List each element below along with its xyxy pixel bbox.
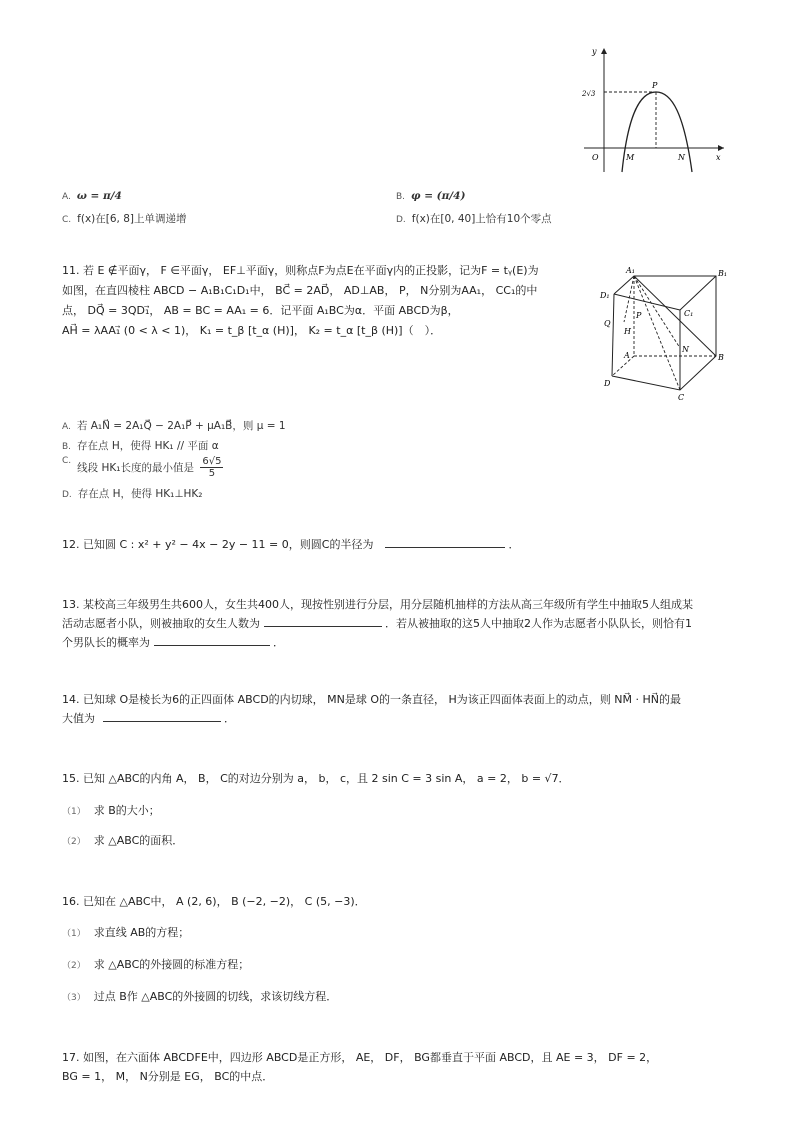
q12-text: 12. 已知圆 C : x² + y² − 4x − 2y − 11 = 0，则圆C的半径为 bbox=[62, 538, 374, 551]
q14-answer-blank[interactable] bbox=[103, 721, 221, 722]
q16-sub-3-label: （3） bbox=[62, 993, 86, 1003]
q11-option-c-denominator: 5 bbox=[208, 468, 216, 479]
q10-option-a-text: ω = π/4 bbox=[76, 190, 122, 202]
graph-point-m: M bbox=[626, 153, 635, 162]
q16-sub-1-text: 求直线 AB的方程； bbox=[93, 926, 190, 939]
q16-line-1: 16. 已知在 △ABC中， A (2, 6)， B (−2, −2)， C (5, −3)． bbox=[62, 895, 366, 908]
q10-option-c[interactable] bbox=[62, 211, 187, 226]
graph-origin-label: O bbox=[592, 153, 599, 162]
prism-label-n: N bbox=[682, 345, 689, 354]
q11-option-c-numerator: 6√5 bbox=[202, 456, 222, 467]
q11-option-c-text: 线段 HK₁长度的最小值是 bbox=[77, 462, 194, 474]
q16-sub-3-text: 过点 B作 △ABC的外接圆的切线，求该切线方程． bbox=[93, 990, 338, 1003]
q13-line-3 bbox=[62, 634, 284, 652]
q11-option-a-label: A. bbox=[62, 422, 71, 432]
q17-line-2: BG = 1， M， N分别是 EG， BC的中点． bbox=[62, 1070, 274, 1083]
prism-label-b: B bbox=[718, 353, 724, 362]
q16-sub-2-text: 求 △ABC的外接圆的标准方程； bbox=[93, 958, 250, 971]
q10-option-a-label: A. bbox=[62, 192, 71, 202]
q15-sub-2 bbox=[62, 832, 183, 851]
q11-option-a[interactable] bbox=[62, 418, 286, 433]
q16-sub-1-label: （1） bbox=[62, 929, 86, 939]
q11-line-2: 如图，在直四棱柱 ABCD − A₁B₁C₁D₁中， BC⃗ = 2AD⃗， AD⊥AB， P， N分别为AA₁， CC₁的中 bbox=[62, 284, 538, 297]
graph-y-label: y bbox=[592, 47, 597, 56]
graph-point-p: P bbox=[652, 81, 658, 90]
prism-label-q: Q bbox=[604, 319, 611, 328]
q15-line-1: 15. 已知 △ABC的内角 A， B， C的对边分别为 a， b， c，且 2 sin C = 3 sin A， a = 2， b = √7． bbox=[62, 772, 570, 785]
q11-line-3: 点， DQ⃗ = 3QD₁⃗， AB = BC = AA₁ = 6．记平面 A₁BC为α．平面 ABCD为β， bbox=[62, 304, 459, 317]
q13-answer-blank-1[interactable] bbox=[264, 626, 382, 627]
q11-option-d-label: D. bbox=[62, 490, 72, 500]
q10-option-b[interactable] bbox=[396, 190, 465, 202]
q13-line-2a: 活动志愿者小队，则被抽取的女生人数为 bbox=[62, 617, 260, 630]
q15-sub-2-text: 求 △ABC的面积． bbox=[93, 834, 184, 847]
q14-line-1: 14. 已知球 O是棱长为6的正四面体 ABCD的内切球， MN是球 O的一条直径， H为该正四面体表面上的动点，则 NM⃗ · HN⃗的最 bbox=[62, 693, 682, 706]
q16-sub-3 bbox=[62, 988, 337, 1007]
q10-option-a[interactable] bbox=[62, 190, 122, 202]
q12 bbox=[62, 536, 519, 554]
q11-option-c[interactable] bbox=[62, 456, 223, 479]
prism-label-d: D bbox=[604, 379, 611, 388]
q11-option-d[interactable] bbox=[62, 486, 203, 501]
q10-option-b-text: φ = (π/4) bbox=[411, 190, 466, 202]
q16-sub-2 bbox=[62, 956, 249, 975]
q10-option-d[interactable] bbox=[396, 211, 552, 226]
q11-option-c-label: C. bbox=[62, 456, 72, 466]
q13-line-1: 13. 某校高三年级男生共600人，女生共400人，现按性别进行分层，用分层随机抽样的方法从高三年级所有学生中抽取5人组成某 bbox=[62, 598, 693, 611]
q15-sub-2-label: （2） bbox=[62, 837, 86, 847]
q13-answer-blank-2[interactable] bbox=[154, 645, 270, 646]
function-graph bbox=[578, 44, 728, 176]
prism-label-c1: C₁ bbox=[684, 309, 694, 318]
graph-y-value: 2√3 bbox=[582, 90, 596, 98]
q14-line-2b: ． bbox=[224, 712, 235, 725]
q11-line-1: 11. 若 E ∉平面γ， F ∈平面γ， EF⊥平面γ，则称点F为点E在平面γ内的正投影，记为F = tᵧ(E)为 bbox=[62, 264, 539, 277]
q16-sub-2-label: （2） bbox=[62, 961, 86, 971]
graph-x-label: x bbox=[716, 153, 721, 162]
q15-sub-1-label: （1） bbox=[62, 807, 86, 817]
q14-line-2a: 大值为 bbox=[62, 712, 95, 725]
q14-line-2 bbox=[62, 710, 235, 728]
q11-option-c-fraction bbox=[200, 456, 223, 479]
q12-end: ． bbox=[508, 538, 520, 551]
q11-option-b[interactable] bbox=[62, 438, 219, 453]
prism-label-c: C bbox=[678, 393, 685, 402]
q10-option-d-text: f(x)在[0, 40]上恰有10个零点 bbox=[411, 213, 552, 225]
graph-point-n: N bbox=[678, 153, 685, 162]
q11-option-b-label: B. bbox=[62, 442, 72, 452]
q16-sub-1 bbox=[62, 924, 189, 943]
q13-line-3b: ． bbox=[273, 636, 284, 649]
prism-label-p: P bbox=[636, 311, 642, 320]
prism-label-h: H bbox=[624, 327, 631, 336]
prism-label-d1: D₁ bbox=[600, 291, 610, 300]
q15-sub-1 bbox=[62, 802, 160, 821]
prism-diagram bbox=[598, 264, 734, 402]
q12-answer-blank[interactable] bbox=[385, 547, 505, 548]
q10-option-c-label: C. bbox=[62, 215, 72, 225]
prism-label-a: A bbox=[624, 351, 630, 360]
q11-option-b-text: 存在点 H，使得 HK₁ // 平面 α bbox=[77, 440, 219, 452]
prism-label-a1: A₁ bbox=[626, 266, 635, 275]
q10-option-c-text: f(x)在[6, 8]上单调递增 bbox=[77, 213, 187, 225]
q10-option-d-label: D. bbox=[396, 215, 406, 225]
q17-line-1: 17. 如图，在六面体 ABCDFE中，四边形 ABCD是正方形， AE， DF， BG都垂直于平面 ABCD，且 AE = 3， DF = 2， bbox=[62, 1051, 658, 1064]
prism-label-b1: B₁ bbox=[718, 269, 728, 278]
q13-line-2 bbox=[62, 615, 692, 633]
q13-line-3a: 个男队长的概率为 bbox=[62, 636, 150, 649]
q11-line-4: AH⃗ = λAA₁⃗ (0 < λ < 1)， K₁ = t_β [t_α (H)]， K₂ = t_α [t_β (H)]（ ）． bbox=[62, 324, 442, 337]
q11-option-d-text: 存在点 H，使得 HK₁⊥HK₂ bbox=[77, 488, 203, 500]
q10-option-b-label: B. bbox=[396, 192, 406, 202]
q11-option-a-text: 若 A₁N⃗ = 2A₁Q⃗ − 2A₁P⃗ + μA₁B⃗，则 μ = 1 bbox=[76, 420, 286, 432]
q13-line-2b: ．若从被抽取的这5人中抽取2人作为志愿者小队队长，则恰有1 bbox=[385, 617, 692, 630]
q15-sub-1-text: 求 B的大小； bbox=[93, 804, 160, 817]
